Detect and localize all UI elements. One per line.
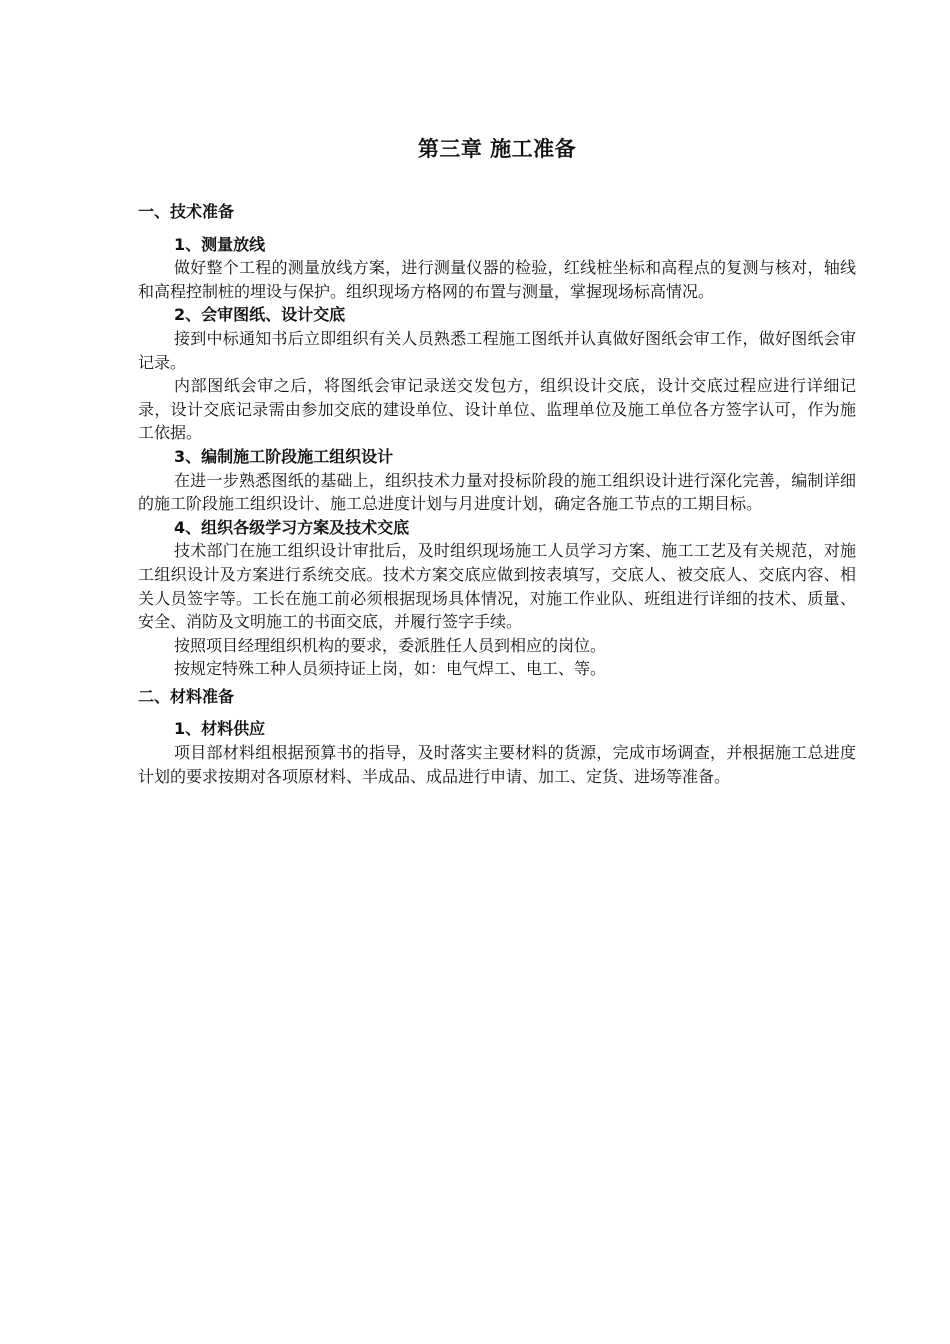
paragraph: 技术部门在施工组织设计审批后，及时组织现场施工人员学习方案、施工工艺及有关规范，对施工组织设计及方案进行系统交底。技术方案交底应做到按表填写，交底人、被交底人、交底内容、相关人员签字等。工长在施工前必须根据现场具体情况，对施工作业队、班组进行详细的技术、质量、安全、消防及文明施工的书面交底，并履行签字手续。 xyxy=(138,541,856,632)
paragraph: 接到中标通知书后立即组织有关人员熟悉工程施工图纸并认真做好图纸会审工作，做好图纸会审记录。 xyxy=(138,328,856,372)
paragraph: 在进一步熟悉图纸的基础上，组织技术力量对投标阶段的施工组织设计进行深化完善，编制详细的施工阶段施工组织设计、施工总进度计划与月进度计划，确定各施工节点的工期目标。 xyxy=(138,470,856,514)
paragraph: 内部图纸会审之后，将图纸会审记录送交发包方，组织设计交底，设计交底过程应进行详细记录，设计交底记录需由参加交底的建设单位、设计单位、监理单位及施工单位各方签字认可，作为施工依据。 xyxy=(138,376,856,443)
document-body xyxy=(138,200,856,788)
paragraph: 按照项目经理组织机构的要求，委派胜任人员到相应的岗位。 xyxy=(174,635,607,655)
subsection-technical-briefing xyxy=(138,516,856,681)
subsection-heading: 4、组织各级学习方案及技术交底 xyxy=(174,517,410,537)
paragraph: 按规定特殊工种人员须持证上岗，如：电气焊工、电工、等。 xyxy=(174,659,607,679)
chapter-title: 第三章 施工准备 xyxy=(417,137,577,161)
subsection-heading: 3、编制施工阶段施工组织设计 xyxy=(174,446,394,466)
section-technical-preparation xyxy=(138,200,856,681)
paragraph: 项目部材料组根据预算书的指导，及时落实主要材料的货源，完成市场调查，并根据施工总进度计划的要求按期对各项原材料、半成品、成品进行申请、加工、定货、进场等准备。 xyxy=(138,743,856,786)
subsection-material-supply xyxy=(138,717,856,788)
subsection-heading: 2、会审图纸、设计交底 xyxy=(174,305,346,325)
section-material-preparation xyxy=(138,685,856,788)
paragraph: 做好整个工程的测量放线方案，进行测量仪器的检验，红线桩坐标和高程点的复测与核对，轴线和高程控制桩的埋设与保护。组织现场方格网的布置与测量，掌握现场标高情况。 xyxy=(138,258,856,301)
section-heading: 一、技术准备 xyxy=(138,202,235,221)
section-heading: 二、材料准备 xyxy=(138,686,235,706)
subsection-survey-layout xyxy=(138,233,856,304)
subsection-drawing-review xyxy=(138,303,856,445)
subsection-heading: 1、测量放线 xyxy=(174,234,266,254)
subsection-construction-design xyxy=(138,445,856,516)
subsection-heading: 1、材料供应 xyxy=(174,719,266,739)
